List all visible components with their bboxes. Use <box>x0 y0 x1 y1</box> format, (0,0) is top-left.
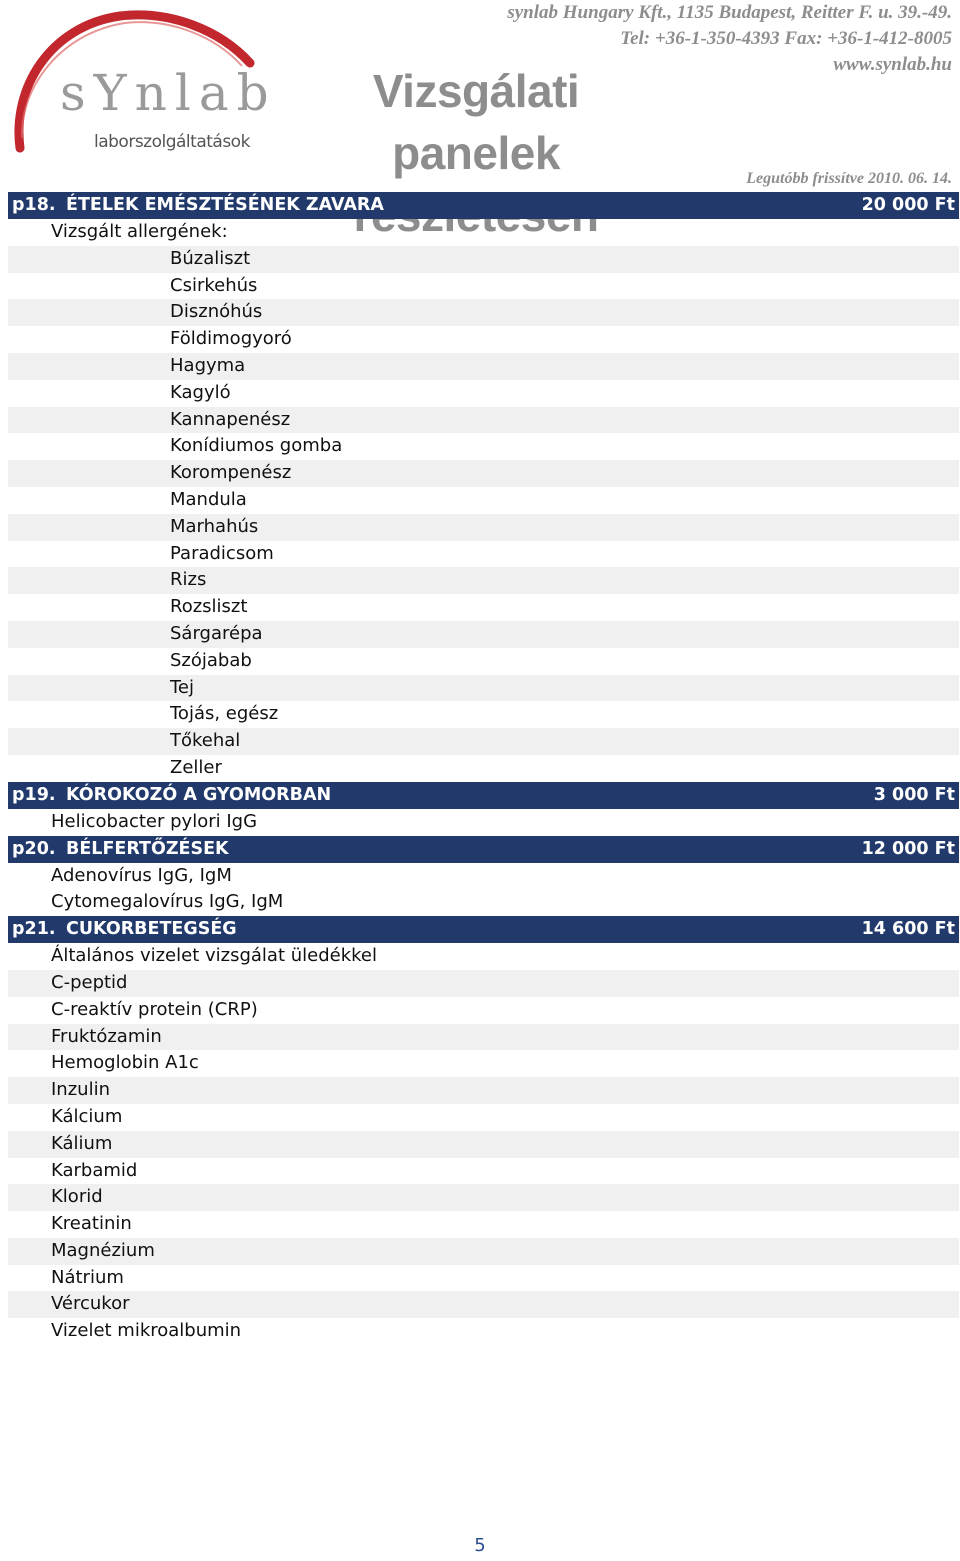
list-item <box>8 326 959 353</box>
list-item <box>8 1318 959 1345</box>
company-info <box>507 0 952 78</box>
list-item <box>8 621 959 648</box>
item-label: Szójabab <box>170 649 252 671</box>
list-item <box>8 594 959 621</box>
item-label: C-reaktív protein (CRP) <box>51 998 258 1020</box>
item-label: Csirkehús <box>170 274 258 296</box>
item-label: C-peptid <box>51 971 128 993</box>
panel-header-p19 <box>8 782 959 809</box>
list-item <box>8 1291 959 1318</box>
logo-wordmark: sYnlab <box>60 64 277 122</box>
list-item <box>8 487 959 514</box>
item-label: Fruktózamin <box>51 1025 162 1047</box>
list-item <box>8 728 959 755</box>
list-item <box>8 1184 959 1211</box>
panel-name: ÉTELEK EMÉSZTÉSÉNEK ZAVARA <box>66 195 384 215</box>
item-label: Tojás, egész <box>170 703 279 725</box>
panel-intro <box>8 219 959 246</box>
list-item <box>8 1050 959 1077</box>
panel-name: KÓROKOZÓ A GYOMORBAN <box>66 784 332 805</box>
panels-table <box>8 192 959 1345</box>
list-item <box>8 541 959 568</box>
list-item <box>8 380 959 407</box>
panel-code: p19. <box>12 784 56 805</box>
list-item <box>8 675 959 702</box>
item-label: Sárgarépa <box>170 622 263 644</box>
company-address: synlab Hungary Kft., 1135 Budapest, Reitter F. u. 39.-49. <box>507 2 952 23</box>
page-title-line1: Vizsgálati panelek <box>372 65 580 179</box>
item-label: Zeller <box>170 756 222 778</box>
item-label: Vércukor <box>51 1293 130 1315</box>
list-item <box>8 567 959 594</box>
panel-price: 20 000 Ft <box>861 195 955 215</box>
panel-header-p21 <box>8 916 959 943</box>
item-label: Adenovírus IgG, IgM <box>51 864 232 886</box>
panel-code: p18. <box>12 195 56 215</box>
list-item <box>8 648 959 675</box>
item-label: Magnézium <box>51 1239 155 1261</box>
item-label: Földimogyoró <box>170 328 292 350</box>
item-label: Disznóhús <box>170 301 263 323</box>
list-item <box>8 1131 959 1158</box>
list-item <box>8 353 959 380</box>
item-label: Mandula <box>170 488 247 510</box>
list-item <box>8 997 959 1024</box>
panel-name: BÉLFERTŐZÉSEK <box>66 838 229 859</box>
list-item <box>8 1024 959 1051</box>
list-item <box>8 1077 959 1104</box>
intro-text: Vizsgált allergének: <box>51 221 228 242</box>
item-label: Cytomegalovírus IgG, IgM <box>51 891 284 913</box>
item-label: Inzulin <box>51 1079 110 1101</box>
list-item <box>8 246 959 273</box>
item-label: Búzaliszt <box>170 247 251 269</box>
list-item <box>8 299 959 326</box>
last-updated: Legutóbb frissítve 2010. 06. 14. <box>746 170 952 187</box>
item-label: Rozsliszt <box>170 596 248 618</box>
list-item <box>8 863 959 890</box>
page-number: 5 <box>474 1535 486 1556</box>
item-label: Rizs <box>170 569 207 591</box>
list-item <box>8 1211 959 1238</box>
panel-price: 14 600 Ft <box>861 919 955 940</box>
item-label: Nátrium <box>51 1266 124 1288</box>
item-label: Korompenész <box>170 462 292 484</box>
list-item <box>8 407 959 434</box>
list-item <box>8 970 959 997</box>
panel-code: p20. <box>12 838 56 859</box>
company-website: www.synlab.hu <box>833 54 952 75</box>
item-label: Kannapenész <box>170 408 291 430</box>
item-label: Kagyló <box>170 381 231 403</box>
item-label: Hagyma <box>170 354 246 376</box>
list-item <box>8 514 959 541</box>
panel-price: 12 000 Ft <box>861 838 955 859</box>
item-label: Helicobacter pylori IgG <box>51 810 258 832</box>
list-item <box>8 1104 959 1131</box>
list-item <box>8 433 959 460</box>
item-label: Tej <box>170 676 195 698</box>
item-label: Általános vizelet vizsgálat üledékkel <box>51 945 377 967</box>
list-item <box>8 889 959 916</box>
item-label: Marhahús <box>170 515 259 537</box>
item-label: Hemoglobin A1c <box>51 1052 199 1074</box>
list-item <box>8 1265 959 1292</box>
item-label: Klorid <box>51 1186 103 1208</box>
synlab-logo <box>10 8 280 158</box>
list-item <box>8 273 959 300</box>
list-item <box>8 701 959 728</box>
list-item <box>8 1158 959 1185</box>
panel-header-p18 <box>8 192 959 219</box>
panel-name: CUKORBETEGSÉG <box>66 919 237 940</box>
list-item <box>8 755 959 782</box>
list-item <box>8 1238 959 1265</box>
panel-price: 3 000 Ft <box>873 784 955 805</box>
item-label: Tőkehal <box>170 730 241 752</box>
item-label: Karbamid <box>51 1159 138 1181</box>
item-label: Kálcium <box>51 1105 123 1127</box>
item-label: Vizelet mikroalbumin <box>51 1320 242 1342</box>
list-item <box>8 943 959 970</box>
list-item <box>8 809 959 836</box>
item-label: Paradicsom <box>170 542 274 564</box>
list-item <box>8 460 959 487</box>
logo-tagline: laborszolgáltatások <box>94 132 250 152</box>
item-label: Kreatinin <box>51 1213 132 1235</box>
panel-code: p21. <box>12 919 56 940</box>
company-phone-fax: Tel: +36-1-350-4393 Fax: +36-1-412-8005 <box>620 28 952 49</box>
item-label: Kálium <box>51 1132 113 1154</box>
item-label: Konídiumos gomba <box>170 435 343 457</box>
panel-header-p20 <box>8 836 959 863</box>
